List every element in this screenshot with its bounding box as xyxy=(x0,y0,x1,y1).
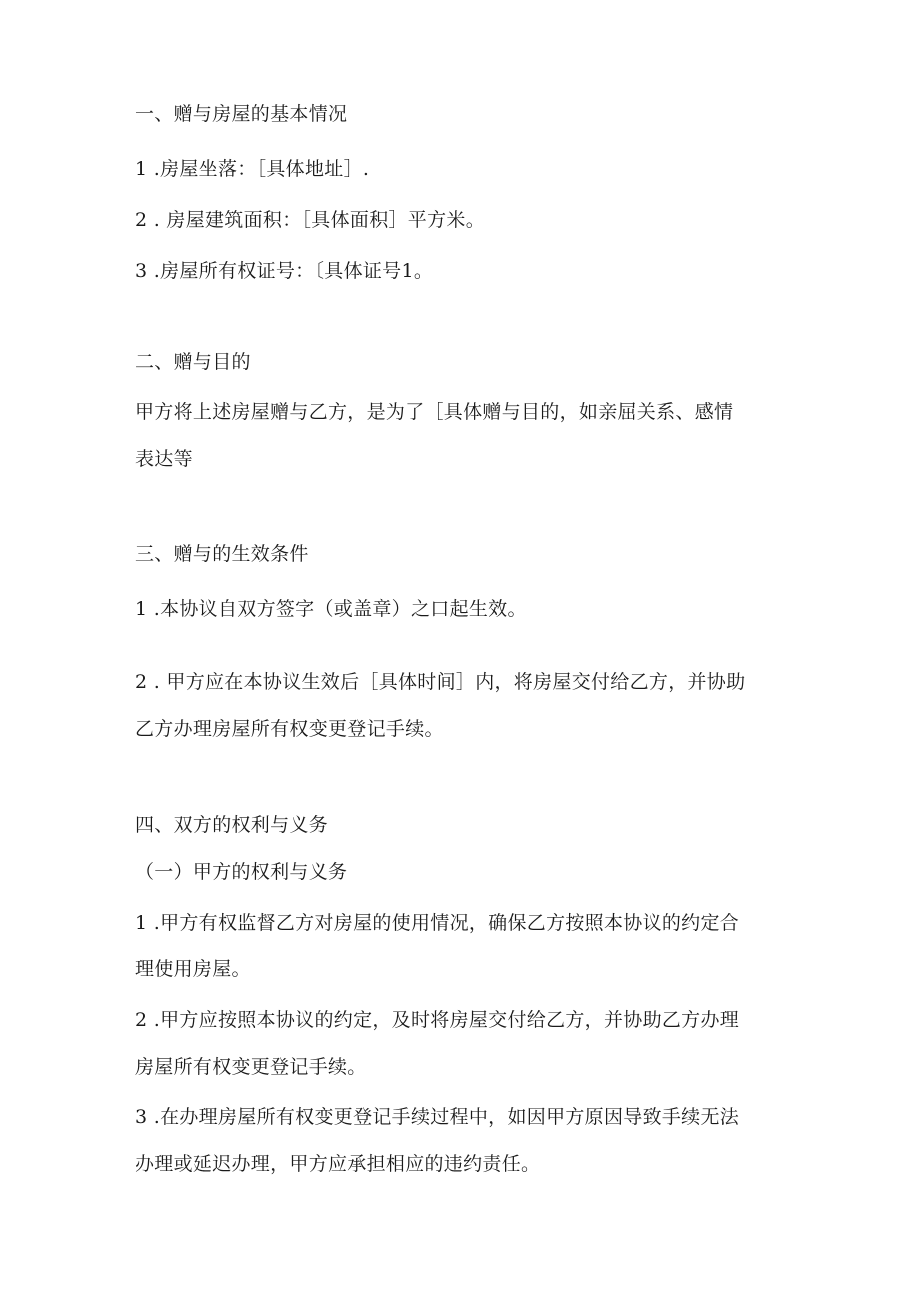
section-1-item-2: 2 . 房屋建筑面积：［具体面积］平方米。 xyxy=(135,209,486,231)
section-4-item-3-line-1: 3 .在办理房屋所有权变更登记手续过程中，如因甲方原因导致手续无法 xyxy=(135,1106,740,1128)
section-1-heading: 一、赠与房屋的基本情况 xyxy=(135,103,348,125)
section-1-item-3: 3 .房屋所有权证号：〔具体证号1。 xyxy=(135,260,434,282)
section-3-item-2-line-2: 乙方办理房屋所有权变更登记手续。 xyxy=(135,718,444,740)
section-3-heading: 三、赠与的生效条件 xyxy=(135,543,309,565)
section-4-heading: 四、双方的权利与义务 xyxy=(135,814,329,836)
section-1-item-1: 1 .房屋坐落：［具体地址］. xyxy=(135,158,370,180)
section-4-item-2-line-2: 房屋所有权变更登记手续。 xyxy=(135,1056,367,1078)
section-4-item-1-line-1: 1 .甲方有权监督乙方对房屋的使用情况，确保乙方按照本协议的约定合 xyxy=(135,912,740,934)
section-3-item-2-line-1: 2 . 甲方应在本协议生效后［具体时间］内，将房屋交付给乙方，并协助 xyxy=(135,671,746,693)
section-2-paragraph-line-1: 甲方将上述房屋赠与乙方，是为了［具体赠与目的，如亲屈关系、感情 xyxy=(135,401,734,423)
section-4-subheading: （一）甲方的权利与义务 xyxy=(135,861,348,883)
section-2-heading: 二、赠与目的 xyxy=(135,351,251,373)
section-4-item-1-line-2: 理使用房屋。 xyxy=(135,958,251,980)
section-4-item-3-line-2: 办理或延迟办理，甲方应承担相应的违约责任。 xyxy=(135,1153,541,1175)
section-4-item-2-line-1: 2 .甲方应按照本协议的约定，及时将房屋交付给乙方，并协助乙方办理 xyxy=(135,1009,740,1031)
section-2-paragraph-line-2: 表达等 xyxy=(135,448,193,470)
section-3-item-1: 1 .本协议自双方签字（或盖章）之口起生效。 xyxy=(135,598,527,620)
